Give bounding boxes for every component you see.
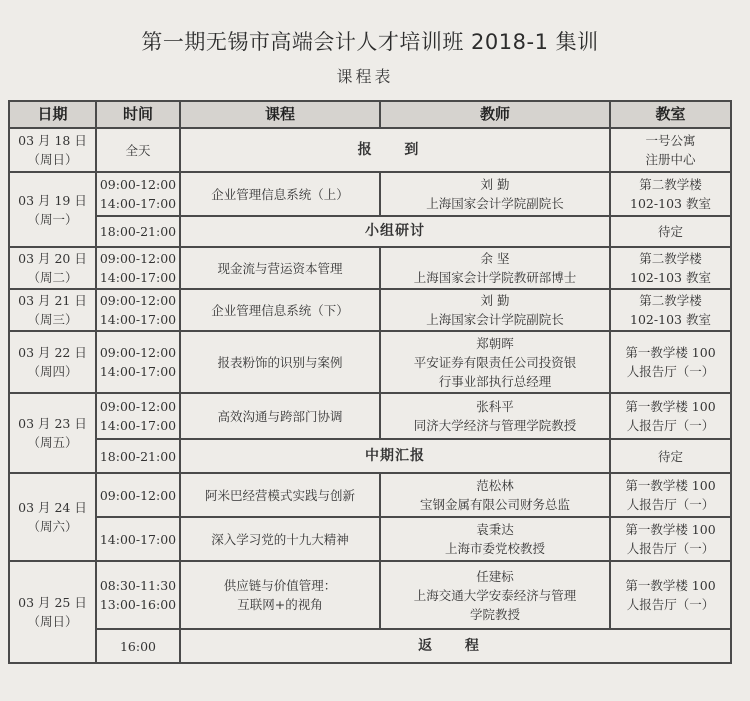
teacher-cell [380, 517, 610, 561]
time-cell [96, 216, 180, 247]
teacher-cell [380, 331, 610, 393]
teacher-cell [380, 289, 610, 331]
course-text: 现金流与营运资本管理 [217, 260, 343, 276]
date-cell [9, 289, 96, 331]
course-text: 深入学习党的十九大精神 [211, 531, 349, 547]
page-subtitle: 课程表 [336, 67, 394, 86]
date-text: 03 月 21 日 [18, 293, 87, 308]
table-row [9, 128, 731, 172]
column-header-course: 课程 [180, 101, 380, 128]
teacher-cell [380, 473, 610, 517]
column-header-time: 时间 [96, 101, 180, 128]
time-text: 18:00-21:00 [99, 224, 177, 239]
room-text: 第一教学楼 100 [625, 578, 716, 593]
weekday-text: （周日） [27, 614, 78, 629]
room-text: 第一教学楼 100 [625, 345, 716, 360]
date-cell [9, 247, 96, 289]
room-cell [610, 473, 731, 517]
weekday-text: （周五） [27, 435, 78, 450]
course-text: 返 程 [418, 637, 493, 654]
room-text: 第二教学楼 [639, 293, 702, 308]
table-row [9, 393, 731, 439]
teacher-name: 刘 勤 [480, 177, 510, 192]
time-text: 09:00-12:00 [99, 177, 177, 192]
table-row [9, 561, 731, 629]
time-text: 14:00-17:00 [99, 312, 177, 327]
time-text: 16:00 [119, 638, 157, 654]
date-text: 03 月 25 日 [18, 595, 87, 610]
time-cell [96, 393, 180, 439]
table-row [9, 331, 731, 393]
table-header-row [9, 101, 731, 128]
time-text: 14:00-17:00 [99, 270, 177, 285]
weekday-text: （周六） [27, 519, 78, 534]
table-row [9, 473, 731, 517]
column-header-date: 日期 [9, 101, 96, 128]
date-cell [9, 473, 96, 561]
room-text: 第一教学楼 100 [625, 478, 716, 493]
date-cell [9, 393, 96, 473]
time-cell [96, 289, 180, 331]
time-text: 全天 [125, 142, 151, 158]
room-text: 第一教学楼 100 [625, 522, 716, 537]
time-cell [96, 172, 180, 216]
room-cell [610, 247, 731, 289]
column-header-teacher: 教师 [380, 101, 610, 128]
table-row [9, 289, 731, 331]
time-cell [96, 473, 180, 517]
teacher-title: 学院教授 [469, 606, 520, 622]
schedule-table [8, 100, 732, 664]
course-cell [180, 172, 380, 216]
course-text: 报 到 [357, 141, 433, 158]
room-text: 人报告厅（一） [626, 497, 715, 512]
teacher-name: 任建标 [476, 568, 514, 584]
course-cell [180, 393, 380, 439]
teacher-title: 上海交通大学安泰经济与管理 [413, 587, 577, 603]
time-cell [96, 128, 180, 172]
room-text: 102-103 教室 [630, 196, 711, 211]
time-cell [96, 517, 180, 561]
time-text: 09:00-12:00 [99, 251, 177, 266]
course-cell [180, 289, 380, 331]
room-text: 人报告厅（一） [626, 597, 715, 612]
time-text: 09:00-12:00 [99, 345, 177, 360]
course-cell [180, 247, 380, 289]
room-text: 人报告厅（一） [626, 418, 715, 433]
weekday-text: （周日） [27, 152, 78, 167]
course-cell [180, 331, 380, 393]
course-text: 报表粉饰的识别与案例 [217, 354, 343, 370]
course-text: 小组研讨 [365, 223, 425, 239]
table-row [9, 247, 731, 289]
course-text: 高效沟通与跨部门协调 [217, 408, 343, 424]
room-text: 102-103 教室 [630, 312, 711, 327]
weekday-text: （周一） [27, 211, 78, 227]
teacher-title: 上海国家会计学院副院长 [426, 196, 564, 211]
time-text: 09:00-12:00 [99, 293, 177, 308]
weekday-text: （周四） [27, 364, 78, 379]
time-cell [96, 439, 180, 473]
time-text: 14:00-17:00 [99, 196, 177, 211]
room-cell [610, 561, 731, 629]
date-text: 03 月 19 日 [18, 192, 87, 208]
date-cell [9, 561, 96, 663]
time-cell [96, 247, 180, 289]
teacher-cell [380, 247, 610, 289]
column-header-room: 教室 [610, 101, 731, 128]
room-text: 待定 [657, 448, 683, 464]
page-title: 第一期无锡市高端会计人才培训班 2018-1 集训 [141, 30, 599, 54]
teacher-name: 余 坚 [480, 251, 510, 266]
teacher-title: 上海国家会计学院教研部博士 [413, 270, 577, 285]
room-cell [610, 439, 731, 473]
date-text: 03 月 24 日 [18, 500, 87, 515]
course-text: 阿米巴经营模式实践与创新 [204, 487, 355, 503]
room-cell [610, 216, 731, 247]
time-text: 09:00-12:00 [99, 399, 177, 414]
room-text: 待定 [657, 224, 683, 239]
time-cell [96, 561, 180, 629]
course-cell [180, 439, 610, 473]
course-cell [180, 517, 380, 561]
weekday-text: （周二） [27, 270, 78, 285]
time-text: 14:00-17:00 [99, 364, 177, 379]
course-text: 中期汇报 [365, 447, 425, 464]
date-cell [9, 128, 96, 172]
room-text: 102-103 教室 [630, 270, 711, 285]
date-text: 03 月 22 日 [18, 345, 87, 360]
teacher-title: 平安证券有限责任公司投资银 [413, 354, 577, 370]
room-text: 第一教学楼 100 [625, 399, 716, 414]
room-text: 注册中心 [645, 152, 696, 167]
time-text: 13:00-16:00 [99, 597, 177, 612]
weekday-text: （周三） [27, 312, 78, 327]
course-cell [180, 216, 610, 247]
course-text: 企业管理信息系统（上） [211, 186, 349, 202]
course-text: 互联网+的视角 [237, 597, 323, 612]
table-row [9, 172, 731, 216]
room-text: 一号公寓 [645, 133, 696, 148]
room-cell [610, 289, 731, 331]
table-row [9, 216, 731, 247]
date-text: 03 月 18 日 [18, 133, 87, 148]
teacher-name: 袁秉达 [476, 522, 514, 537]
time-cell [96, 331, 180, 393]
room-cell [610, 172, 731, 216]
time-text: 08:30-11:30 [99, 578, 177, 593]
course-cell [180, 629, 731, 663]
room-text: 人报告厅（一） [626, 364, 715, 379]
teacher-name: 张科平 [476, 399, 514, 414]
date-cell [9, 331, 96, 393]
teacher-name: 郑朝晖 [476, 335, 514, 351]
room-cell [610, 128, 731, 172]
room-text: 第二教学楼 [639, 251, 702, 266]
time-text: 18:00-21:00 [99, 448, 177, 464]
room-cell [610, 517, 731, 561]
course-cell [180, 128, 610, 172]
room-text: 第二教学楼 [639, 177, 702, 192]
time-cell [96, 629, 180, 663]
teacher-cell [380, 393, 610, 439]
course-cell [180, 561, 380, 629]
course-cell [180, 473, 380, 517]
teacher-title: 上海国家会计学院副院长 [426, 312, 564, 327]
course-text: 企业管理信息系统（下） [211, 302, 349, 318]
teacher-name: 范松林 [476, 478, 514, 493]
teacher-title: 同济大学经济与管理学院教授 [413, 418, 577, 433]
teacher-name: 刘 勤 [480, 293, 510, 308]
date-text: 03 月 20 日 [18, 251, 87, 266]
room-text: 人报告厅（一） [626, 541, 715, 556]
table-row [9, 629, 731, 663]
course-text: 供应链与价值管理： [223, 578, 337, 593]
teacher-title: 行事业部执行总经理 [438, 373, 552, 389]
teacher-title: 宝钢金属有限公司财务总监 [419, 497, 570, 512]
teacher-cell [380, 172, 610, 216]
table-row [9, 439, 731, 473]
teacher-cell [380, 561, 610, 629]
date-text: 03 月 23 日 [18, 416, 87, 431]
date-cell [9, 172, 96, 247]
room-cell [610, 331, 731, 393]
time-text: 09:00-12:00 [99, 487, 177, 503]
room-cell [610, 393, 731, 439]
time-text: 14:00-17:00 [99, 418, 177, 433]
teacher-title: 上海市委党校教授 [444, 541, 545, 556]
table-row [9, 517, 731, 561]
time-text: 14:00-17:00 [99, 531, 177, 547]
